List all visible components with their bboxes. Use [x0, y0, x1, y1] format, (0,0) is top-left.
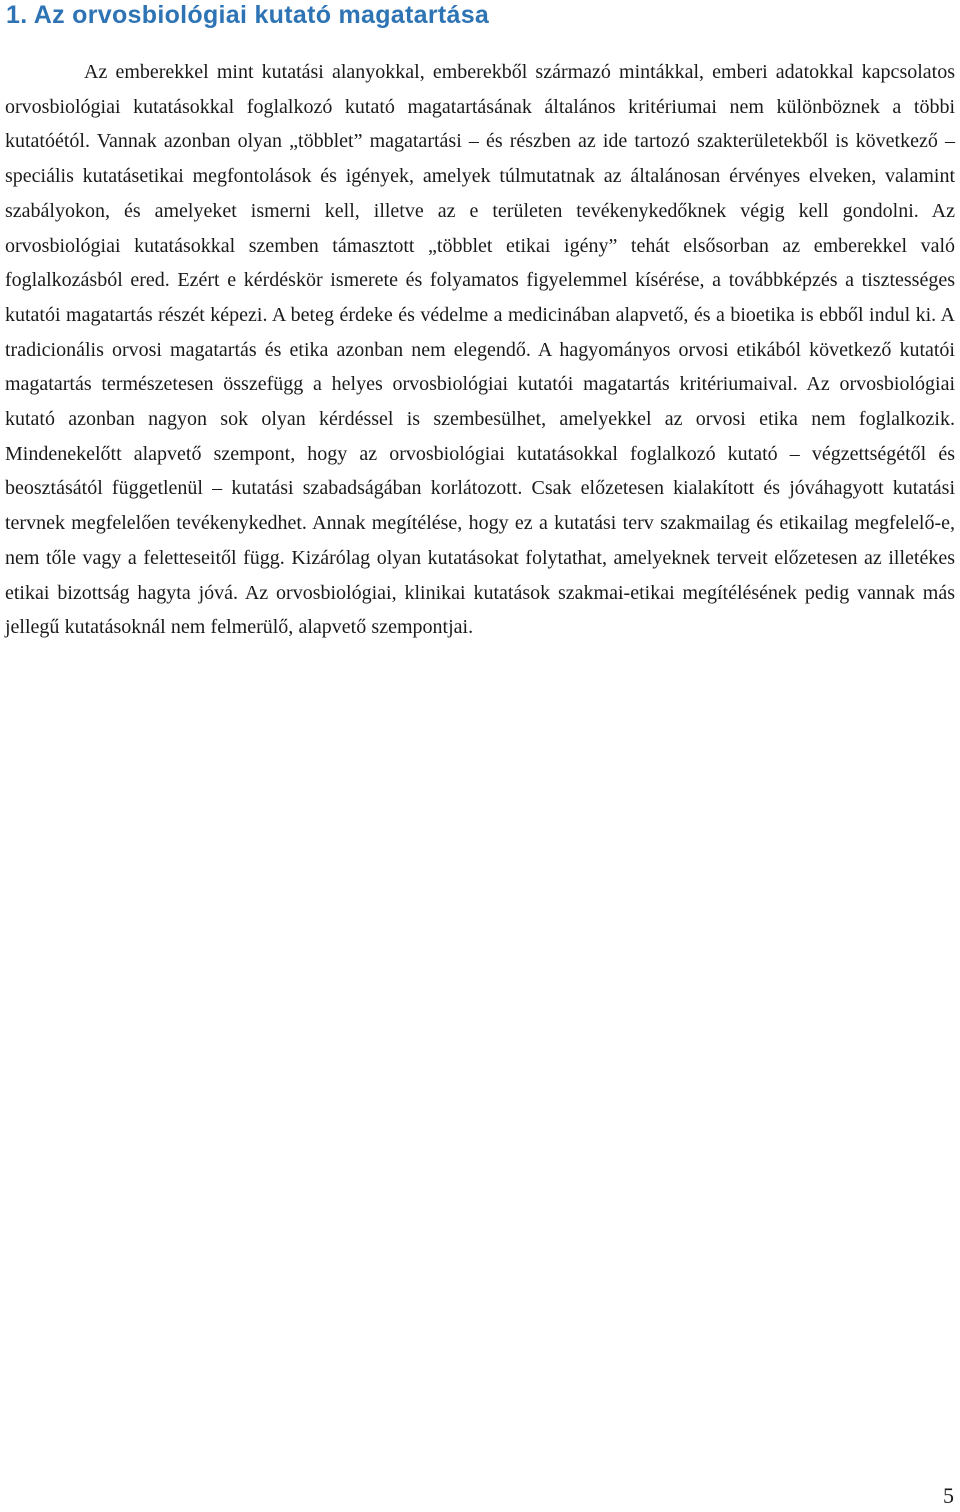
body-paragraph: Az emberekkel mint kutatási alanyokkal, emberekből származó mintákkal, emberi adatokkal kapcsolatos orvosbiológiai kutatásokkal foglalkozó kutató magatartásának általános kritériumai nem különböznek a többi kutatóétól. Vannak azonban olyan „többlet” magatartási – és részben az ide tartozó szakterületekből is következő – speciális kutatásetikai megfontolások és igények, amelyek túlmutatnak az általánosan érvényes elveken, valamint szabályokon, és amelyeket ismerni kell, illetve az e területen tevékenykedőknek végig kell gondolni. Az orvosbiológiai kutatásokkal szemben támasztott „többlet etikai igény” tehát elsősorban az emberekkel való foglalkozásból ered. Ezért e kérdéskör ismerete és folyamatos figyelemmel kísérése, a továbbképzés a tisztességes kutatói magatartás részét képezi. A beteg érdeke és védelme a medicinában alapvető, és a bioetika is ebből indul ki. A tradicionális orvosi magatartás és etika azonban nem elegendő. A hagyományos orvosi etikából következő kutatói magatartás természetesen összefügg a helyes orvosbiológiai kutatói magatartás kritériumaival. Az orvosbiológiai kutató azonban nagyon sok olyan kérdéssel is szembesülhet, amelyekkel az orvosi etika nem foglalkozik. Mindenekelőtt alapvető szempont, hogy az orvosbiológiai kutatásokkal foglalkozó kutató – végzettségétől és beosztásától függetlenül – kutatási szabadságában korlátozott. Csak előzetesen kialakított és jóváhagyott kutatási tervnek megfelelően tevékenykedhet. Annak megítélése, hogy ez a kutatási terv szakmailag és etikailag megfelelő-e, nem tőle vagy a feletteseitől függ. Kizárólag olyan kutatásokat folytathat, amelyeknek terveit előzetesen az illetékes etikai bizottság hagyta jóvá. Az orvosbiológiai, klinikai kutatások szakmai-etikai megítélésének pedig vannak más jellegű kutatásoknál nem felmerülő, alapvető szempontjai.	[5, 61, 955, 639]
page-number: 5	[943, 1483, 954, 1508]
section-heading: 1. Az orvosbiológiai kutató magatartása	[6, 1, 490, 29]
